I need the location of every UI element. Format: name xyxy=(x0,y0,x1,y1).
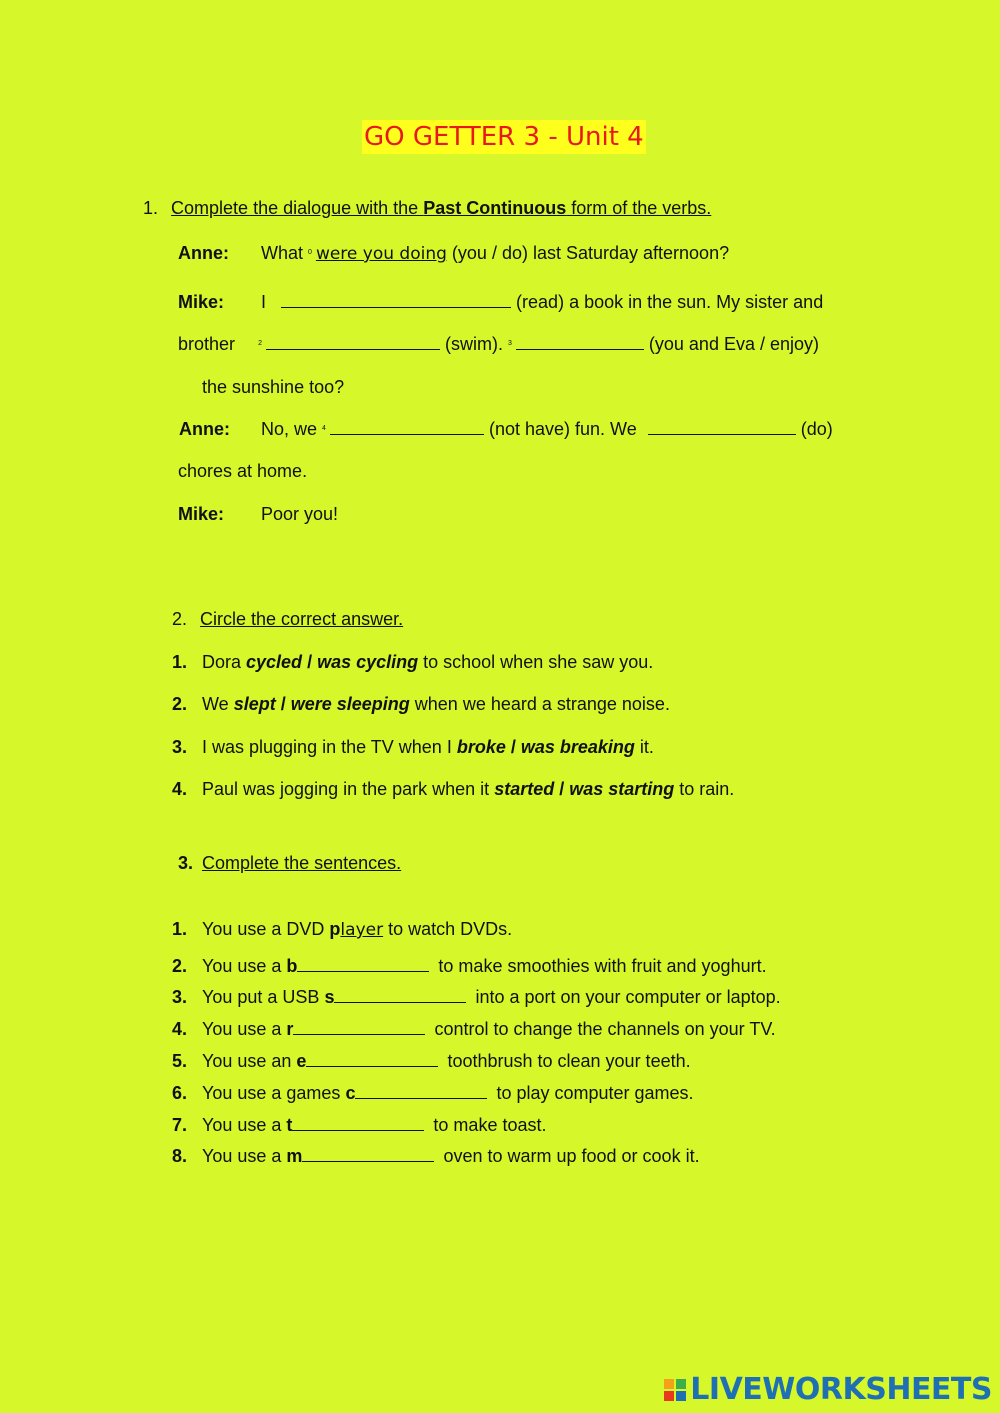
item-text: to play computer games. xyxy=(491,1083,694,1103)
dialogue-line-6: chores at home. xyxy=(178,461,308,481)
dialogue-line-4: the sunshine too? xyxy=(202,377,345,397)
first-letter: t xyxy=(286,1115,293,1135)
ex3-item xyxy=(172,1050,691,1072)
logo-mark-icon xyxy=(664,1379,686,1401)
item-text: toothbrush to clean your teeth. xyxy=(442,1051,691,1071)
item-number: 7. xyxy=(172,1115,188,1135)
first-letter: b xyxy=(286,956,298,976)
item-number: 3. xyxy=(172,987,188,1007)
example-answer-2: layer xyxy=(340,920,384,940)
ex2-heading xyxy=(172,608,403,630)
answer-blank[interactable] xyxy=(302,1147,434,1162)
ex2-item xyxy=(172,778,734,800)
item-number: 6. xyxy=(172,1083,188,1103)
item-text: it. xyxy=(634,737,654,757)
answer-blank-3[interactable] xyxy=(516,335,644,350)
speaker-mike: Mike: xyxy=(178,292,225,312)
answer-blank-1[interactable] xyxy=(281,293,511,308)
option-2[interactable]: was cycling xyxy=(317,652,419,672)
option-2[interactable]: was breaking xyxy=(520,737,635,757)
speaker-mike-2: Mike: xyxy=(178,504,225,524)
item-number: 4. xyxy=(172,779,188,799)
option-1[interactable]: broke xyxy=(456,737,506,757)
option-1[interactable]: started xyxy=(494,779,555,799)
item-number: 4. xyxy=(172,1019,188,1039)
ex3-instruction: Complete the sentences. xyxy=(202,853,402,873)
answer-blank[interactable] xyxy=(292,1116,424,1131)
ex1-instruction: Complete the dialogue with the Past Continuous form of the verbs. xyxy=(171,198,712,218)
ex2-number: 2. xyxy=(172,609,188,629)
item-text: control to change the channels on your TV. xyxy=(429,1019,776,1039)
liveworksheets-logo xyxy=(664,1372,992,1407)
first-letter: r xyxy=(286,1019,294,1039)
ex3-example: 1. You use a DVD player to watch DVDs. xyxy=(172,919,513,940)
answer-blank[interactable] xyxy=(334,988,466,1003)
item-text: You use a games xyxy=(202,1083,346,1103)
page-title: GO GETTER 3 - Unit 4 xyxy=(364,122,644,152)
dialogue-line-3: brother $^2$ (swim). $^3$ (you and Eva / enjoy) xyxy=(178,334,820,354)
dialogue-line-7: Poor you! xyxy=(261,504,339,524)
dialogue-line-2: I (read) a book in the sun. My sister and xyxy=(261,292,824,312)
item-text: You use an xyxy=(202,1051,297,1071)
item-text: to rain. xyxy=(674,779,735,799)
answer-blank-4[interactable] xyxy=(330,420,484,435)
item-text: You use a xyxy=(202,956,287,976)
option-1[interactable]: cycled xyxy=(246,652,303,672)
item-text: You use a xyxy=(202,1115,287,1135)
item-number: 3. xyxy=(172,737,188,757)
item-text: We xyxy=(202,694,234,714)
dialogue-line-5: No, we $^4$ (not have) fun. We (do) xyxy=(261,419,833,439)
item-text: into a port on your computer or laptop. xyxy=(470,987,781,1007)
dialogue-line-1: What $^0$ were you doing (you / do) last Saturday afternoon? xyxy=(261,243,730,264)
item-text: to school when she saw you. xyxy=(418,652,654,672)
first-letter: c xyxy=(345,1083,356,1103)
ex3-item xyxy=(172,986,781,1008)
answer-blank[interactable] xyxy=(297,957,429,972)
ex2-instruction: Circle the correct answer. xyxy=(200,609,404,629)
ex3-item xyxy=(172,1145,700,1167)
item-text: Paul was jogging in the park when it xyxy=(202,779,495,799)
item-text: You use a xyxy=(202,1019,287,1039)
answer-blank[interactable] xyxy=(293,1020,425,1035)
item-text: You use a xyxy=(202,1146,287,1166)
item-text: You put a USB xyxy=(202,987,325,1007)
item-number: 5. xyxy=(172,1051,188,1071)
ex1-heading xyxy=(143,197,711,219)
option-2[interactable]: were sleeping xyxy=(290,694,410,714)
ex2-item xyxy=(172,693,670,715)
ex3-item xyxy=(172,1018,776,1040)
first-letter: e xyxy=(296,1051,307,1071)
item-text: oven to warm up food or cook it. xyxy=(438,1146,700,1166)
answer-blank-5[interactable] xyxy=(648,420,796,435)
ex2-item xyxy=(172,651,653,673)
option-separator: / xyxy=(302,652,318,672)
item-number: 2. xyxy=(172,694,188,714)
item-text: I was plugging in the TV when I xyxy=(202,737,457,757)
option-separator: / xyxy=(505,737,521,757)
ex3-item xyxy=(172,955,767,977)
answer-blank-2[interactable] xyxy=(266,335,440,350)
ex3-heading xyxy=(178,852,401,874)
item-text: to make smoothies with fruit and yoghurt. xyxy=(433,956,767,976)
item-number: 8. xyxy=(172,1146,188,1166)
speaker-anne: Anne: xyxy=(178,243,229,263)
item-text: Dora xyxy=(202,652,247,672)
item-number: 2. xyxy=(172,956,188,976)
item-number: 1. xyxy=(172,652,188,672)
speaker-anne-2: Anne: xyxy=(179,419,230,439)
answer-blank[interactable] xyxy=(306,1052,438,1067)
ex3-number: 3. xyxy=(178,853,194,873)
logo-text: LIVEWORKSHEETS xyxy=(690,1372,992,1407)
ex1-number: 1. xyxy=(143,198,159,218)
option-separator: / xyxy=(275,694,291,714)
answer-blank[interactable] xyxy=(355,1084,487,1099)
ex3-item xyxy=(172,1082,694,1104)
ex3-item xyxy=(172,1114,546,1136)
option-1[interactable]: slept xyxy=(233,694,276,714)
item-text: to make toast. xyxy=(428,1115,547,1135)
first-letter: m xyxy=(286,1146,303,1166)
ex2-item xyxy=(172,736,654,758)
example-answer: were you doing xyxy=(315,244,447,264)
first-letter: s xyxy=(324,987,335,1007)
option-2[interactable]: was starting xyxy=(569,779,675,799)
option-separator: / xyxy=(554,779,570,799)
item-text: when we heard a strange noise. xyxy=(409,694,670,714)
